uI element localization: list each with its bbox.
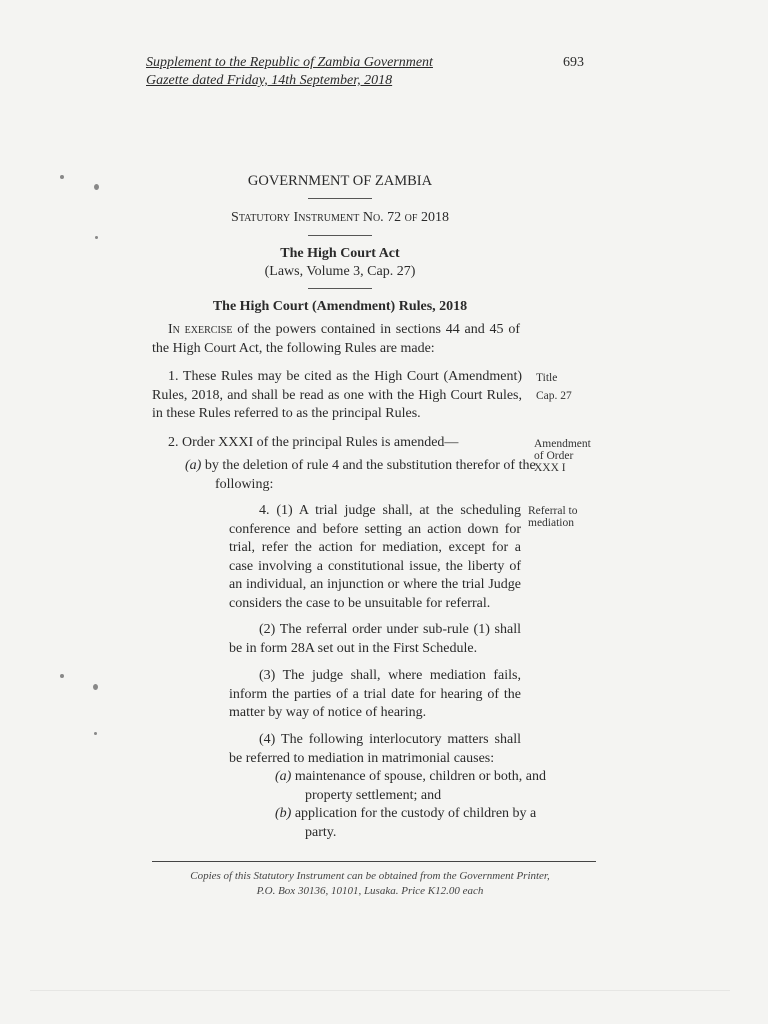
rule-4-item-b [275,805,553,842]
rule-4-subrule-1: 4. (1) A trial judge shall, at the scheduling conference and before setting an action down for trial, refer the action for mediation, except for a case involving a constitutional issue, the liberty of an individual, an injunction or where the trial Judge considers the case to be unsuitable for referral. [229,503,521,611]
section-1: 1. These Rules may be cited as the High Court (Amendment) Rules, 2018, and shall be read as one with the High Court Rules, in these Rules referred to as the principal Rules. [152,369,522,421]
margin-note-amendment: Amendment of Order XXX I [534,438,591,474]
preamble [152,321,520,358]
section-2: 2. Order XXXI of the principal Rules is amended— [168,435,459,450]
scan-edge [30,990,730,991]
rule-4-subrule-3: (3) The judge shall, where mediation fails, inform the parties of a trial date for hearing of the matter by way of notice of hearing. [229,668,521,720]
rules-title: The High Court (Amendment) Rules, 2018 [212,299,468,314]
scan-mark [60,674,64,678]
footer-divider [152,861,596,862]
scan-mark [94,184,99,190]
sub-a-label: (a) [185,458,202,473]
rule-4-subrule-2: (2) The referral order under sub-rule (1) shall be in form 28A set out in the First Schedule. [229,622,521,656]
margin-note-title: Title [536,372,558,384]
scan-mark [95,236,98,239]
item-a-label: (a) [275,769,292,784]
item-a-text: maintenance of spouse, children or both, and property settlement; and [291,769,546,803]
government-title: GOVERNMENT OF ZAMBIA [247,173,433,189]
footer-line2: P.O. Box 30136, 10101, Lusaka. Price K12.00 each [256,885,484,897]
preamble-lead: In exercise [168,322,233,337]
divider [308,235,372,236]
item-b-text: application for the custody of children by a party. [291,806,537,840]
preamble-text: of the powers contained in sections 44 and 45 of the High Court Act, the following Rules are made: [152,322,520,356]
gazette-header-line1: Supplement to the Republic of Zambia Government [146,55,433,70]
scan-mark [93,684,98,690]
divider [308,198,372,199]
divider [308,288,372,289]
section-2-sub-a [185,457,553,494]
scan-mark [94,732,97,735]
instrument-number: Statutory Instrument No. 72 of 2018 [231,210,449,225]
sub-a-text: by the deletion of rule 4 and the substitution therefor of the following: [201,458,536,492]
act-citation: (Laws, Volume 3, Cap. 27) [264,264,416,279]
footer-line1: Copies of this Statutory Instrument can be obtained from the Government Printer, [190,870,550,882]
margin-note-cap: Cap. 27 [536,390,572,402]
page-number: 693 [563,55,584,70]
item-b-label: (b) [275,806,292,821]
margin-note-referral: Referral to mediation [528,505,578,529]
rule-4-subrule-4: (4) The following interlocutory matters shall be referred to mediation in matrimonial causes: [229,732,521,766]
act-title: The High Court Act [280,246,400,261]
gazette-header-line2: Gazette dated Friday, 14th September, 2018 [146,73,393,88]
rule-4-item-a [275,768,553,805]
scan-mark [60,175,64,179]
